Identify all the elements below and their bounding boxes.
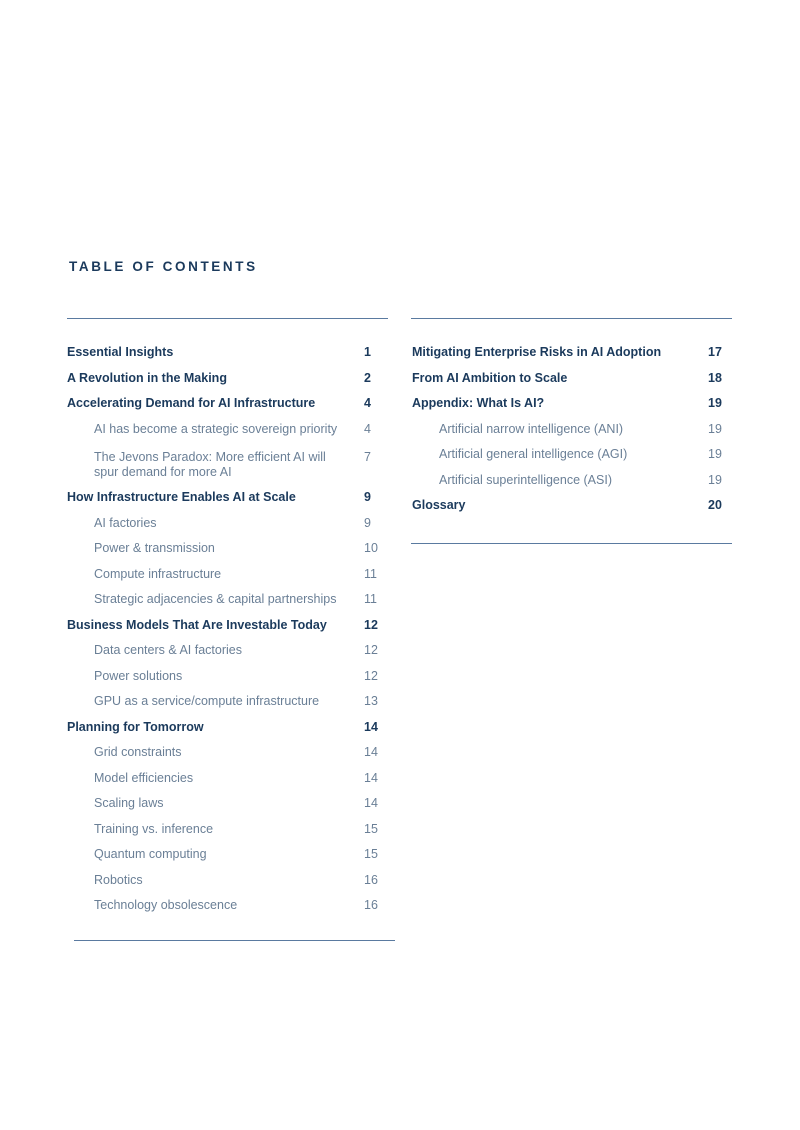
toc-entry-title: Data centers & AI factories bbox=[94, 643, 242, 657]
toc-entry-title: Grid constraints bbox=[94, 745, 182, 759]
toc-entry-title: Glossary bbox=[412, 498, 466, 512]
toc-entry-title: Compute infrastructure bbox=[94, 567, 222, 581]
toc-entry-title: AI factories bbox=[94, 516, 157, 530]
toc-entry-page: 19 bbox=[708, 473, 722, 487]
toc-entry-page: 20 bbox=[708, 498, 722, 512]
toc-right-column bbox=[412, 345, 732, 525]
toc-heading: TABLE OF CONTENTS bbox=[69, 259, 258, 274]
toc-entry-page: 11 bbox=[364, 592, 377, 606]
toc-entry-title: Planning for Tomorrow bbox=[67, 720, 204, 734]
toc-entry-page: 12 bbox=[364, 618, 378, 632]
right-top-divider bbox=[411, 318, 732, 319]
toc-entry-title: AI has become a strategic sovereign priority bbox=[94, 422, 338, 436]
toc-entry-title: Power solutions bbox=[94, 669, 183, 683]
toc-entry-title: Artificial superintelligence (ASI) bbox=[439, 473, 612, 487]
toc-entry-title: Quantum computing bbox=[94, 847, 207, 861]
toc-entry-title: From AI Ambition to Scale bbox=[412, 371, 568, 385]
toc-entry-title: Mitigating Enterprise Risks in AI Adoption bbox=[412, 345, 662, 359]
toc-entry-page: 12 bbox=[364, 669, 378, 683]
toc-entry-title: A Revolution in the Making bbox=[67, 371, 227, 385]
toc-entry-title: Artificial narrow intelligence (ANI) bbox=[439, 422, 624, 436]
toc-entry-page: 16 bbox=[364, 898, 378, 912]
toc-entry-page: 9 bbox=[364, 490, 371, 504]
toc-entry-page: 2 bbox=[364, 371, 371, 385]
toc-entry-title: Business Models That Are Investable Today bbox=[67, 618, 327, 632]
toc-entry-title: Appendix: What Is AI? bbox=[412, 396, 545, 410]
toc-entry-title: Power & transmission bbox=[94, 541, 215, 555]
toc-left-column bbox=[67, 345, 387, 925]
toc-entry-page: 9 bbox=[364, 516, 371, 530]
toc-entry-page: 4 bbox=[364, 396, 371, 410]
toc-entry-page: 19 bbox=[708, 422, 722, 436]
toc-entry-title: GPU as a service/compute infrastructure bbox=[94, 694, 320, 708]
left-bottom-divider bbox=[74, 940, 395, 941]
toc-entry-page: 16 bbox=[364, 873, 378, 887]
toc-entry-page: 14 bbox=[364, 720, 378, 734]
toc-entry-title: How Infrastructure Enables AI at Scale bbox=[67, 490, 296, 504]
toc-entry-page: 18 bbox=[708, 371, 722, 385]
toc-entry-page: 10 bbox=[364, 541, 378, 555]
toc-entry-page: 14 bbox=[364, 796, 378, 810]
toc-entry-page: 11 bbox=[364, 567, 377, 581]
toc-entry-title: Model efficiencies bbox=[94, 771, 194, 785]
toc-entry-title: Accelerating Demand for AI Infrastructure bbox=[67, 396, 316, 410]
toc-entry-page: 15 bbox=[364, 847, 378, 861]
toc-entry-page: 14 bbox=[364, 745, 378, 759]
toc-entry-page: 4 bbox=[364, 422, 371, 436]
toc-entry-title: Scaling laws bbox=[94, 796, 164, 810]
toc-entry-title: Essential Insights bbox=[67, 345, 174, 359]
toc-entry-page: 13 bbox=[364, 694, 378, 708]
toc-entry-title: Robotics bbox=[94, 873, 143, 887]
toc-entry-title: The Jevons Paradox: More efficient AI will spur demand for more AI bbox=[94, 450, 326, 479]
toc-entry-title: Strategic adjacencies & capital partnerships bbox=[94, 592, 337, 606]
toc-entry-page: 15 bbox=[364, 822, 378, 836]
toc-entry-page: 1 bbox=[364, 345, 371, 359]
toc-entry-title: Artificial general intelligence (AGI) bbox=[439, 447, 628, 461]
toc-entry-page: 14 bbox=[364, 771, 378, 785]
toc-entry-page: 19 bbox=[708, 447, 722, 461]
toc-entry-page: 7 bbox=[364, 450, 371, 464]
toc-entry-page: 17 bbox=[708, 345, 722, 359]
right-bottom-divider bbox=[411, 543, 732, 544]
toc-entry-title: Training vs. inference bbox=[94, 822, 214, 836]
toc-entry-page: 19 bbox=[708, 396, 722, 410]
toc-entry-title: Technology obsolescence bbox=[94, 898, 238, 912]
left-top-divider bbox=[67, 318, 388, 319]
toc-entry-page: 12 bbox=[364, 643, 378, 657]
